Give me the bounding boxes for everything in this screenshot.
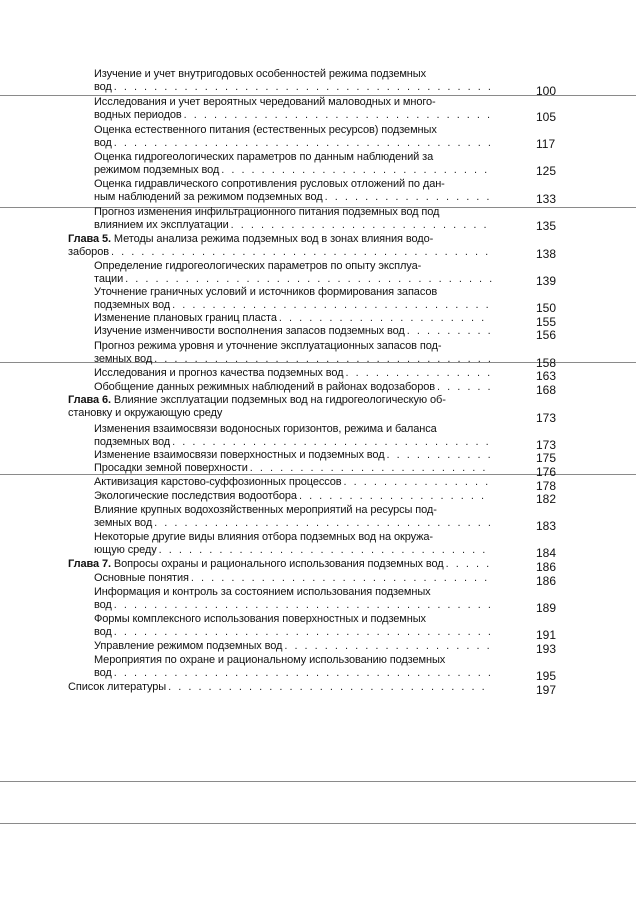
toc-page-number: 133 [536, 192, 557, 206]
toc-entry-title-line: земных вод [94, 516, 153, 529]
toc-entry-title-line: Экологические последствия водоотбора [94, 490, 297, 502]
toc-page-number: 168 [536, 383, 557, 397]
toc-entry-title-line: вод [94, 625, 112, 638]
toc-entry [94, 613, 492, 638]
toc-page-number: 135 [536, 219, 557, 233]
toc-page-number: 105 [536, 110, 557, 124]
toc-entry-title-line: подземных вод [94, 298, 171, 311]
toc-entry-title-line: Глава 7. Вопросы охраны и рационального использования подземных вод [68, 558, 444, 570]
toc-entry-title-line: Оценка естественного питания (естественных ресурсов) подземных [94, 124, 437, 136]
toc-entry [94, 312, 492, 325]
toc-entry-title-line: тации [94, 272, 124, 285]
toc-entry-title-line: вод [94, 598, 112, 611]
toc-entry-chapter [68, 394, 492, 419]
toc-entry [94, 96, 492, 121]
toc-entry [94, 462, 492, 475]
toc-page-number: 182 [536, 492, 557, 506]
toc-entry-title-line: Изменения взаимосвязи водоносных горизонтов, режима и баланса [94, 423, 437, 435]
toc-entry-title-line: Исследования и прогноз качества подземных вод [94, 367, 344, 379]
toc-entry-title-line: Влияние крупных водохозяйственных мероприятий на ресурсы под- [94, 504, 437, 516]
toc-entry [94, 381, 492, 394]
toc-entry [94, 476, 492, 489]
toc-entry-title-line: Изучение и учет внутригодовых особенностей режима подземных [94, 68, 426, 80]
toc-page-number: 191 [536, 628, 557, 642]
toc-entry-title-line: подземных вод [94, 435, 171, 448]
toc-page-number: 117 [536, 137, 556, 151]
toc-entry [94, 640, 492, 653]
toc-entry [94, 340, 492, 365]
toc-entry-title-line: Прогноз изменения инфильтрационного питания подземных вод под [94, 206, 440, 218]
toc-page-number: 184 [536, 546, 557, 560]
toc-page-number: 173 [536, 438, 557, 452]
toc-page-number: 176 [536, 465, 557, 479]
toc-entry-title-line: Мероприятия по охране и рациональному использованию подземных [94, 654, 446, 666]
toc-entry-title-line: Глава 6. Влияние эксплуатации подземных вод на гидрогеологическую об- [68, 394, 446, 406]
toc-entry-title-line: Оценка гидрогеологических параметров по данным наблюдений за [94, 151, 434, 163]
toc-entry [94, 260, 492, 285]
toc-page-number: 139 [536, 274, 557, 288]
toc-entry-title-line: влиянием их эксплуатации [94, 218, 229, 231]
toc-entry [94, 449, 492, 462]
toc-entry [94, 572, 492, 585]
toc-entry-chapter [68, 558, 492, 571]
toc-entry-title-line: Формы комплексного использования поверхностных и подземных [94, 613, 426, 625]
toc-entry-title-line: Прогноз режима уровня и уточнение эксплуатационных запасов под- [94, 340, 442, 352]
toc-entry [94, 325, 492, 338]
toc-page-number: 156 [536, 328, 557, 342]
toc-entry-bibliography [68, 681, 492, 694]
toc-entry-title-line: Обобщение данных режимных наблюдений в районах водозаборов [94, 381, 435, 393]
toc-page-number: 193 [536, 642, 557, 656]
toc-entry-chapter [68, 233, 492, 258]
toc-page-number: 178 [536, 479, 557, 493]
toc-entry-title-line: вод [94, 136, 112, 149]
toc-entry [94, 151, 492, 176]
toc-entry [94, 367, 492, 380]
toc-entry-title-line: Глава 5. Методы анализа режима подземных вод в зонах влияния водо- [68, 233, 434, 245]
toc-entry-title-line: водных периодов [94, 108, 182, 121]
toc-entry-title-line: Изменение взаимосвязи поверхностных и подземных вод [94, 449, 385, 461]
toc-page-number: 125 [536, 164, 557, 178]
toc-entry-title-line: заборов [68, 245, 109, 258]
toc-entry [94, 490, 492, 503]
toc-entry [94, 531, 492, 556]
toc-entry [94, 504, 492, 529]
toc-entry-title-line: Основные понятия [94, 572, 189, 584]
toc-entry [94, 68, 492, 93]
toc-entry-title-line: ным наблюдений за режимом подземных вод [94, 190, 323, 203]
toc-page-number: 183 [536, 519, 557, 533]
toc-entry-title-line: Оценка гидравлического сопротивления русловых отложений по дан- [94, 178, 445, 190]
toc-entry-title-line: вод [94, 80, 112, 93]
toc-page-number: 186 [536, 574, 557, 588]
toc-entry-title-line: Просадки земной поверхности [94, 462, 248, 474]
divider-line [0, 781, 636, 782]
toc-entry [94, 654, 492, 679]
toc-entry-title-line: Управление режимом подземных вод [94, 640, 283, 652]
toc-entry-title-line: Уточнение граничных условий и источников формирования запасов [94, 286, 438, 298]
toc-entry-title-line: вод [94, 666, 112, 679]
toc-entry-title-line: земных вод [94, 352, 153, 365]
toc-page-number: 100 [536, 84, 557, 98]
chapter-label: Глава 5. [68, 233, 111, 245]
toc-page-number: 197 [536, 683, 557, 697]
toc-entry-title-line: Активизация карстово-суффозионных процессов [94, 476, 342, 488]
toc-entry [94, 206, 492, 231]
toc-page-number: 138 [536, 247, 557, 261]
toc-entry-title-line: ющую среду [94, 543, 157, 556]
toc-page-number: 150 [536, 301, 557, 315]
toc-entry [94, 423, 492, 448]
toc-entry-title-line: Информация и контроль за состоянием использования подземных [94, 586, 431, 598]
toc-entry [94, 124, 492, 149]
chapter-label: Глава 7. [68, 558, 111, 570]
toc-entry [94, 286, 492, 311]
toc-page-number: 186 [536, 560, 557, 574]
toc-entry-title-line: Изучение изменчивости восполнения запасов подземных вод [94, 325, 405, 337]
chapter-label: Глава 6. [68, 394, 111, 406]
toc-page-number: 173 [536, 411, 557, 425]
toc-entry-title-line: Исследования и учет вероятных чередований маловодных и много- [94, 96, 436, 108]
toc-entry [94, 178, 492, 203]
toc-page-number: 189 [536, 601, 557, 615]
toc-page-number: 155 [536, 315, 557, 329]
toc-entry-title-line: режимом подземных вод [94, 163, 220, 176]
toc-entry-title-line: Изменение плановых границ пласта [94, 312, 277, 324]
toc-entry-title-line: Некоторые другие виды влияния отбора подземных вод на окружа- [94, 531, 433, 543]
toc-page-number: 195 [536, 669, 557, 683]
toc-entry-title-line: Определение гидрогеологических параметров по опыту эксплуа- [94, 260, 422, 272]
toc-entry-title-line: становку и окружающую среду [68, 406, 223, 419]
toc-page-number: 175 [536, 451, 557, 465]
toc-page-number: 158 [536, 356, 557, 370]
toc-entry-title-line: Список литературы [68, 681, 167, 693]
toc-entry [94, 586, 492, 611]
divider-line [0, 823, 636, 824]
toc-page-number: 163 [536, 369, 557, 383]
